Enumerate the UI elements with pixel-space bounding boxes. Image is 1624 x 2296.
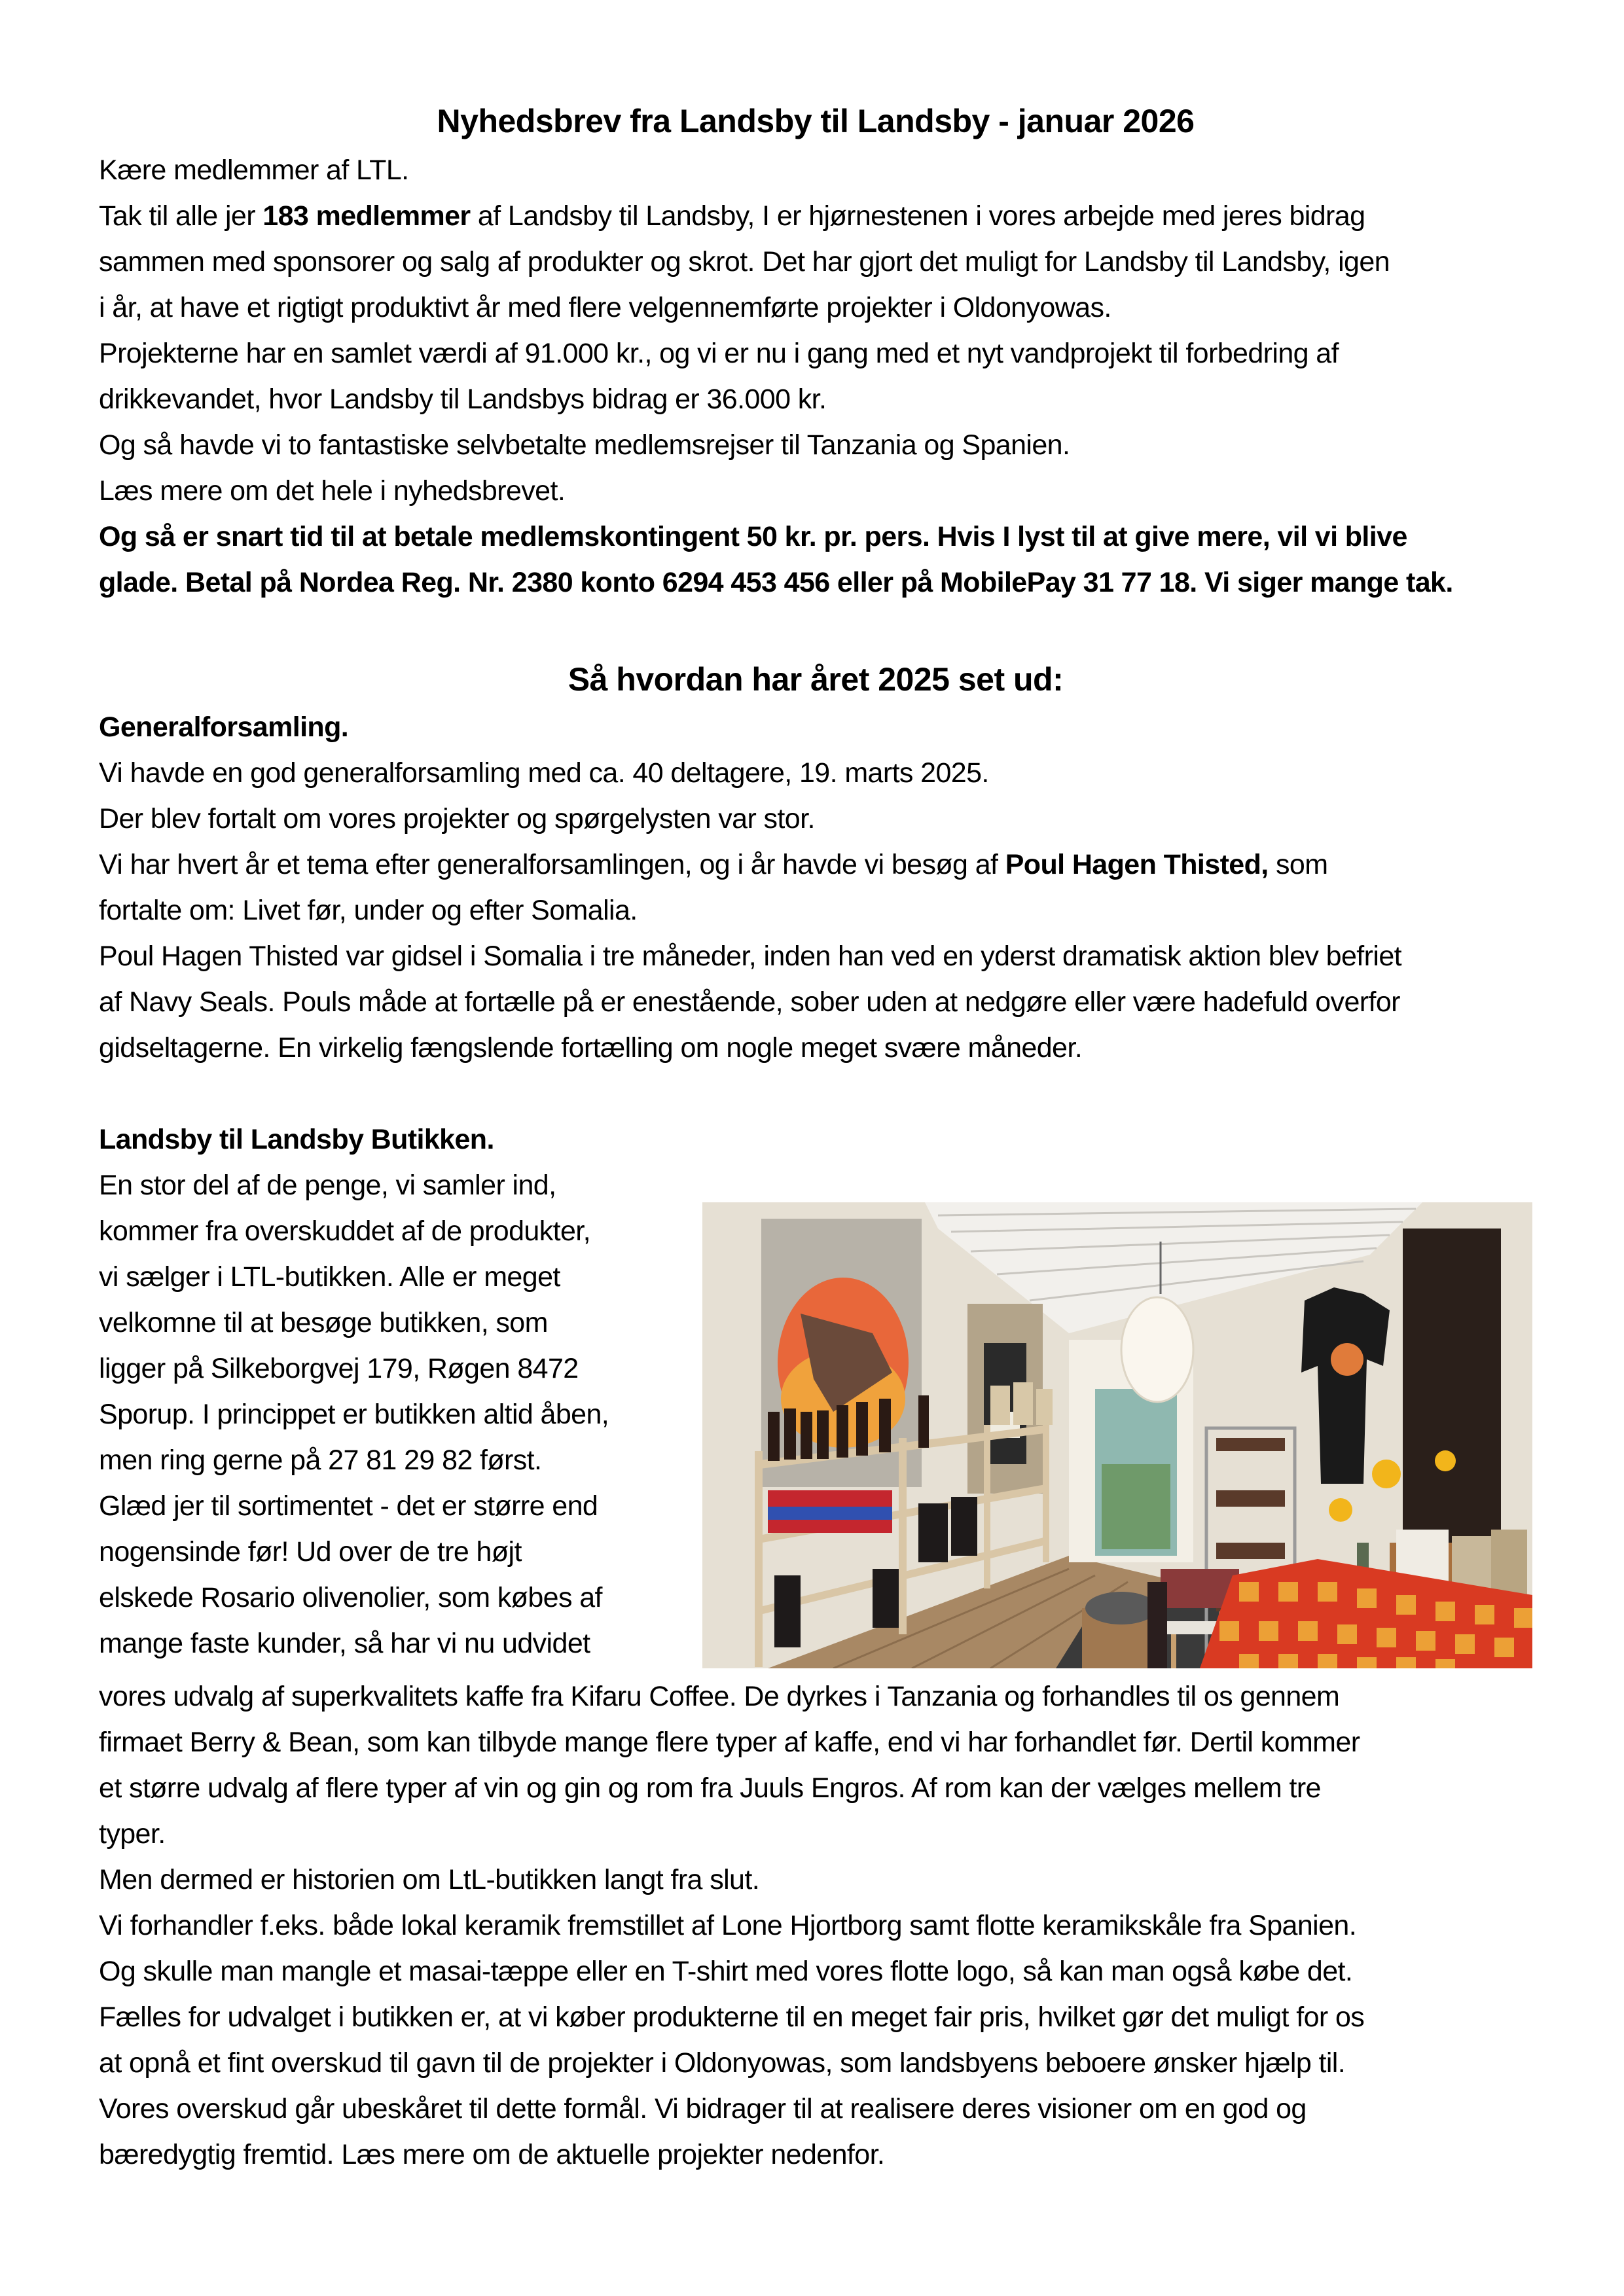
shop-heading: Landsby til Landsby Butikken. [99,1124,494,1155]
spacer [99,1071,1532,1117]
shop-line: Fælles for udvalget i butikken er, at vi køber produkterne til en meget fair pris, hvilket gør det muligt for os [99,2001,1365,2033]
ga-line-7: gidseltagerne. En virkelig fængslende fortælling om nogle meget svære måneder. [99,1032,1083,1064]
shop-wrapped-line: elskede Rosario olivenolier, som købes af [99,1582,602,1613]
general-assembly-heading: Generalforsamling. [99,711,349,743]
shop-line: Vores overskud går ubeskåret til dette formål. Vi bidrager til at realisere deres visioner om en god og [99,2093,1307,2125]
ga-line-1: Vi havde en god generalforsamling med ca. 40 deltagere, 19. marts 2025. [99,757,989,789]
ga-line-2: Der blev fortalt om vores projekter og spørgelysten var stor. [99,803,815,834]
intro-line-5: drikkevandet, hvor Landsby til Landsbys bidrag er 36.000 kr. [99,384,827,415]
shop-line: typer. [99,1818,166,1850]
shop-wrapped-line: Sporup. I princippet er butikken altid åben, [99,1399,609,1430]
shop-interior-photo [702,1202,1532,1668]
shop-line: Og skulle man mangle et masai-tæppe eller en T-shirt med vores flotte logo, så kan man også købe det. [99,1956,1353,1987]
payment-info-line-2: glade. Betal på Nordea Reg. Nr. 2380 konto 6294 453 456 eller på MobilePay 31 77 18. Vi siger mange tak. [99,567,1453,598]
shop-line: vores udvalg af superkvalitets kaffe fra Kifaru Coffee. De dyrkes i Tanzania og forhandles til os gennem [99,1681,1340,1712]
member-count: 183 medlemmer [262,200,471,232]
shop-line: at opnå et fint overskud til gavn til de projekter i Oldonyowas, som landsbyens beboere ønsker hjælp til. [99,2047,1346,2079]
shop-line: Men dermed er historien om LtL-butikken langt fra slut. [99,1864,760,1895]
ga-line-6: af Navy Seals. Pouls måde at fortælle på er enestående, sober uden at nedgøre eller være hadefuld overfor [99,986,1400,1018]
shop-wrapped-line: En stor del af de penge, vi samler ind, [99,1170,556,1201]
intro-text: af Landsby til Landsby, I er hjørnestenen i vores arbejde med jeres bidrag [470,200,1365,232]
ga-text: Vi har hvert år et tema efter generalforsamlingen, og i år havde vi besøg af [99,849,1005,880]
shop-wrapped-line: ligger på Silkeborgvej 179, Røgen 8472 [99,1353,579,1384]
intro-line-1 [99,193,1532,239]
ga-text: som [1268,849,1328,880]
shop-line: Vi forhandler f.eks. både lokal keramik fremstillet af Lone Hjortborg samt flotte keramikskåle fra Spanien. [99,1910,1357,1941]
newsletter-body [99,98,1532,2178]
shop-wrapped-line: men ring gerne på 27 81 29 82 først. [99,1444,542,1476]
intro-line-2: sammen med sponsorer og salg af produkter og skrot. Det har gjort det muligt for Landsby til Landsby, igen [99,246,1390,278]
intro-line-7: Læs mere om det hele i nyhedsbrevet. [99,475,566,507]
intro-line-6: Og så havde vi to fantastiske selvbetalte medlemsrejser til Tanzania og Spanien. [99,429,1070,461]
shop-photo-illustration [702,1202,1532,1668]
spacer [99,605,1532,655]
speaker-name: Poul Hagen Thisted, [1005,849,1269,880]
intro-line-3: i år, at have et rigtigt produktivt år med flere velgennemførte projekter i Oldonyowas. [99,292,1111,323]
shop-line: bæredygtig fremtid. Læs mere om de aktuelle projekter nedenfor. [99,2139,885,2170]
shop-wrapped-line: mange faste kunder, så har vi nu udvidet [99,1628,590,1659]
shop-wrapped-line: Glæd jer til sortimentet - det er større end [99,1490,598,1522]
ga-line-3 [99,842,1532,888]
section-heading-2025: Så hvordan har året 2025 set ud: [568,661,1064,698]
shop-wrapped-line: vi sælger i LTL-butikken. Alle er meget [99,1261,560,1293]
shop-line: firmaet Berry & Bean, som kan tilbyde mange flere typer af kaffe, end vi har forhandlet før. Dertil kommer [99,1727,1360,1758]
intro-text: Tak til alle jer [99,200,263,232]
greeting: Kære medlemmer af LTL. [99,154,409,186]
newsletter-title: Nyhedsbrev fra Landsby til Landsby - januar 2026 [437,103,1195,139]
shop-wrapped-line: nogensinde før! Ud over de tre højt [99,1536,522,1568]
ga-line-4: fortalte om: Livet før, under og efter Somalia. [99,895,638,926]
ga-line-5: Poul Hagen Thisted var gidsel i Somalia i tre måneder, inden han ved en yderst dramatisk aktion blev befriet [99,941,1401,972]
shop-line: et større udvalg af flere typer af vin og gin og rom fra Juuls Engros. Af rom kan der vælges mellem tre [99,1772,1321,1804]
shop-wrapped-line: velkomne til at besøge butikken, som [99,1307,548,1338]
intro-line-4: Projekterne har en samlet værdi af 91.000 kr., og vi er nu i gang med et nyt vandprojekt til forbedring af [99,338,1339,369]
payment-info-line-1: Og så er snart tid til at betale medlemskontingent 50 kr. pr. pers. Hvis I lyst til at give mere, vil vi blive [99,521,1407,552]
shop-section [99,1117,1532,2178]
shop-wrapped-line: kommer fra overskuddet af de produkter, [99,1215,590,1247]
